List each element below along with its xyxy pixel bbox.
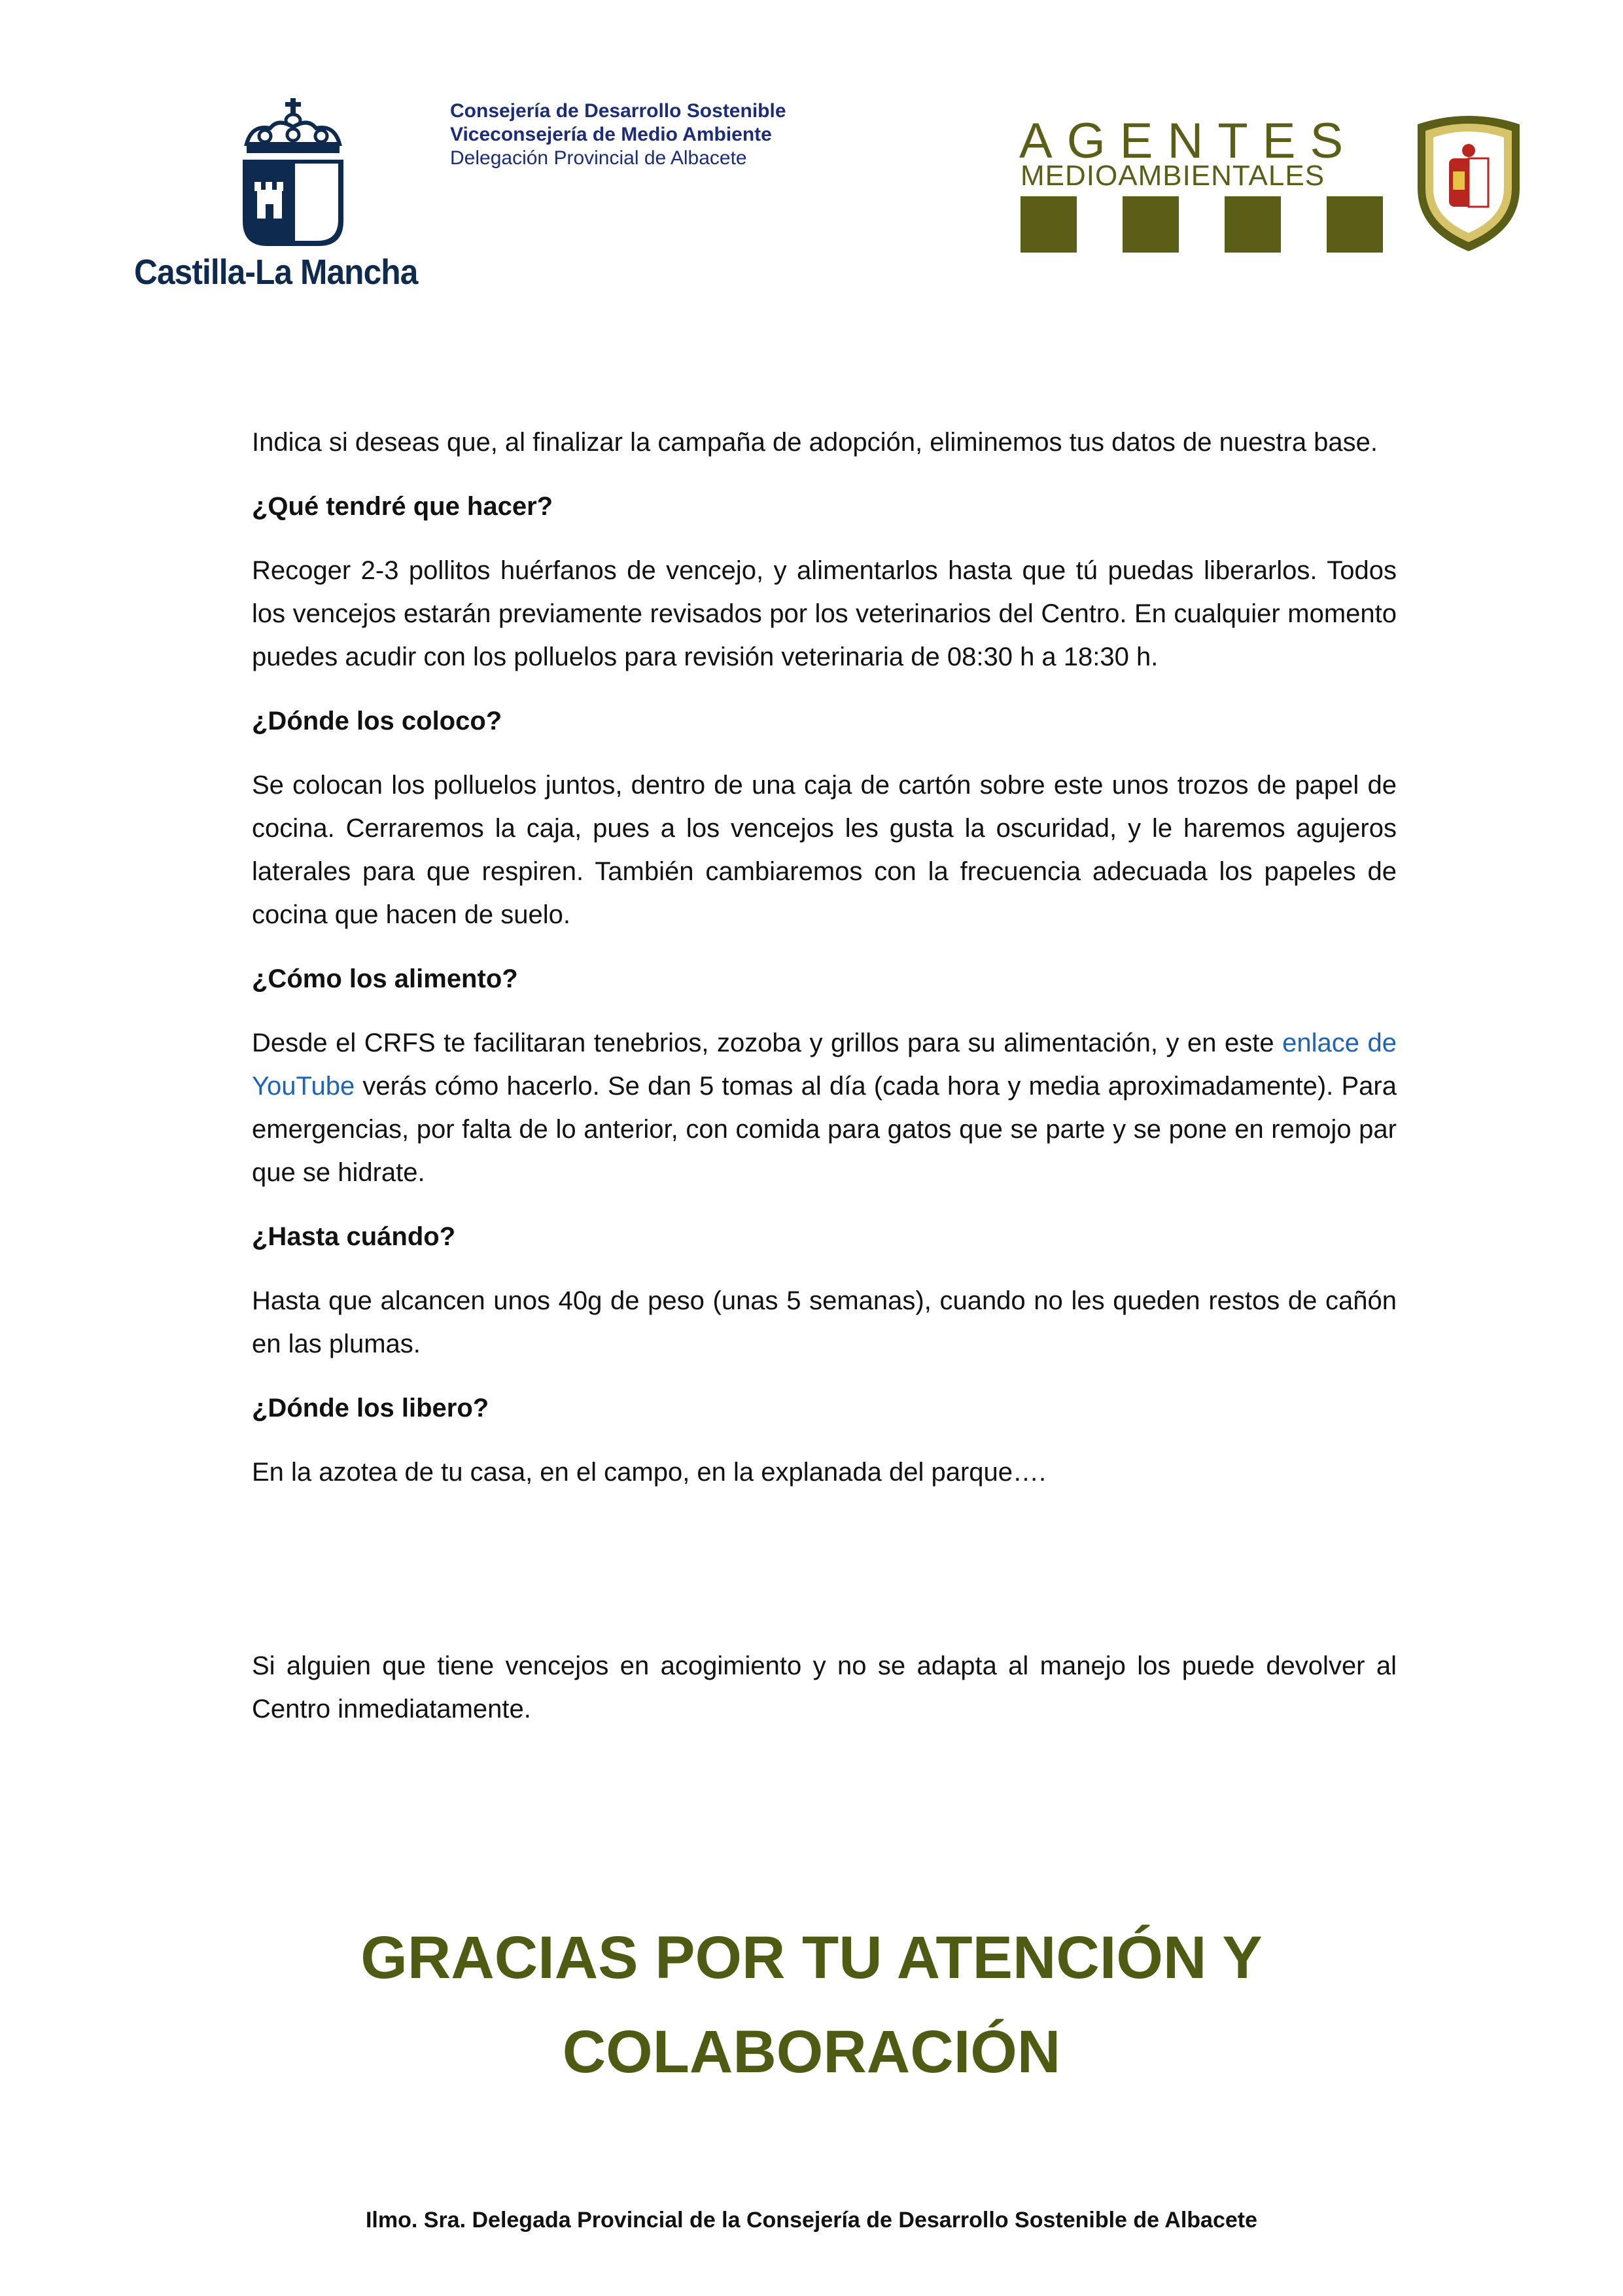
agentes-title: AGENTES xyxy=(1019,113,1358,169)
block xyxy=(1123,196,1179,253)
answer-paragraph: Hasta que alcancen unos 40g de peso (unas 5 semanas), cuando no les queden restos de cañón en las plumas. xyxy=(252,1286,1397,1358)
dept-line-3: Delegación Provincial de Albacete xyxy=(450,147,747,169)
answer-paragraph: Se colocan los polluelos juntos, dentro de una caja de cartón sobre este unos trozos de papel de cocina. Cerraremos la caja, pues a los vencejos les gusta la oscuridad, y le haremos agujeros laterales para que respiren. También cambiaremos con la frecuencia adecuada los papeles de cocina que hacen de suelo. xyxy=(252,771,1397,929)
dept-line-1: Consejería de Desarrollo Sostenible xyxy=(450,100,786,122)
question-heading: ¿Cómo los alimento? xyxy=(252,964,518,993)
answer-text: verás cómo hacerlo. Se dan 5 tomas al día (cada hora y media aproximadamente). Para emergencias, por falta de lo anterior, con comida para gatos que se parte y se pone en remojo par que se hidrate. xyxy=(252,1072,1397,1187)
block xyxy=(1021,196,1077,253)
agentes-subtitle: MEDIOAMBIENTALES xyxy=(1021,160,1325,192)
footer-signature: Ilmo. Sra. Delegada Provincial de la Consejería de Desarrollo Sostenible de Albacete xyxy=(365,2208,1257,2233)
castilla-la-mancha-wordmark: Castilla-La Mancha xyxy=(134,253,418,292)
thanks-heading xyxy=(0,1911,1623,2099)
agentes-blocks xyxy=(1021,196,1383,253)
dept-line-2: Viceconsejería de Medio Ambiente xyxy=(450,124,772,145)
answer-paragraph: En la azotea de tu casa, en el campo, en la explanada del parque…. xyxy=(252,1458,1047,1487)
question-heading: ¿Hasta cuándo? xyxy=(252,1222,456,1251)
note-paragraph: Si alguien que tiene vencejos en acogimiento y no se adapta al manejo los puede devolver al Centro inmediatamente. xyxy=(252,1651,1397,1723)
question-heading: ¿Dónde los libero? xyxy=(252,1394,489,1422)
answer-paragraph xyxy=(252,1021,1397,1194)
block xyxy=(1327,196,1383,253)
agentes-medioambientales-logo xyxy=(1019,113,1386,256)
thanks-line-2: COLABORACIÓN xyxy=(562,2019,1061,2085)
thanks-line-1: GRACIAS POR TU ATENCIÓN Y xyxy=(360,1924,1263,1991)
intro-paragraph: Indica si deseas que, al finalizar la campaña de adopción, eliminemos tus datos de nuestra base. xyxy=(252,428,1378,457)
answer-text: Desde el CRFS te facilitaran tenebrios, zozoba y grillos para su alimentación, y en este xyxy=(252,1029,1283,1057)
question-heading: ¿Qué tendré que hacer? xyxy=(252,492,553,521)
block xyxy=(1225,196,1281,253)
castilla-la-mancha-logo xyxy=(134,98,435,294)
youtube-link[interactable]: enlace de YouTube xyxy=(252,1029,1397,1101)
document-body xyxy=(252,421,1397,1731)
answer-paragraph: Recoger 2-3 pollitos huérfanos de vencejo, y alimentarlos hasta que tú puedas liberarlos. Todos los vencejos estarán previamente revisados por los veterinarios del Centro. En cualquier momento puedes acudir con los polluelos para revisión veterinaria de 08:30 h a 18:30 h. xyxy=(252,556,1397,671)
question-heading: ¿Dónde los coloco? xyxy=(252,707,502,735)
crown-castle-emblem-icon xyxy=(239,98,350,249)
agents-badge-icon xyxy=(1410,111,1527,255)
department-heading xyxy=(450,99,786,170)
